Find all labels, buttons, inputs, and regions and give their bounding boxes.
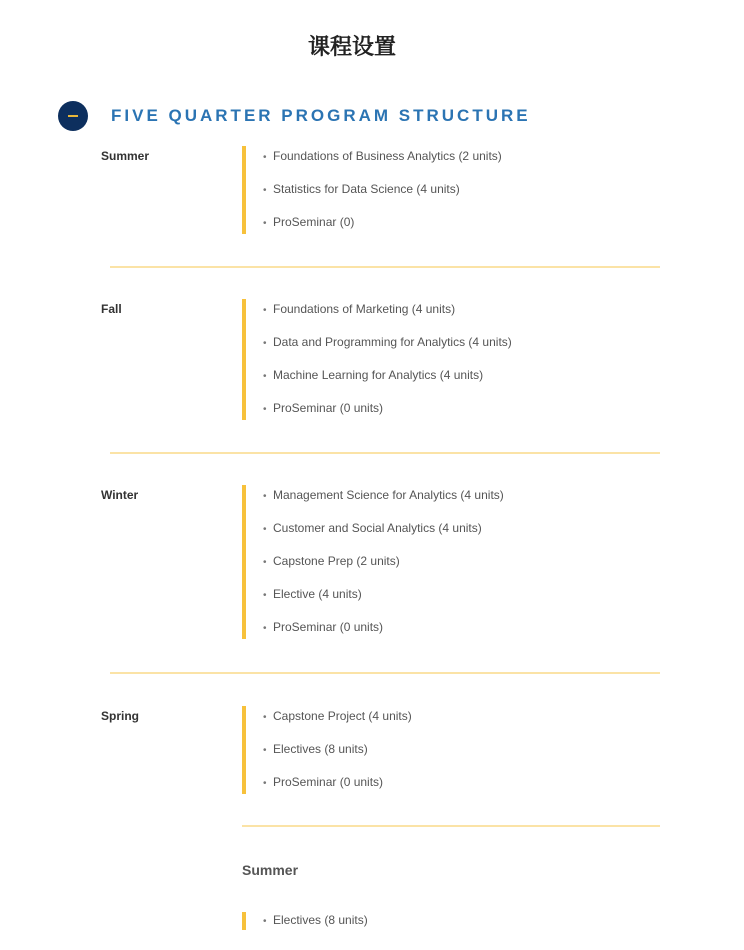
bullet-icon: • <box>263 152 267 163</box>
minus-icon <box>68 115 78 117</box>
bullet-icon: • <box>263 916 267 927</box>
course-item <box>263 401 383 415</box>
term-label: Summer <box>101 149 150 163</box>
term-bar <box>242 706 246 794</box>
term-bar <box>242 485 246 639</box>
bullet-icon: • <box>263 524 267 535</box>
bullet-icon: • <box>263 712 267 723</box>
course-label: Data and Programming for Analytics (4 units) <box>273 335 512 349</box>
divider <box>110 672 660 674</box>
course-item <box>263 488 504 502</box>
term-bar <box>242 146 246 234</box>
bullet-icon: • <box>263 404 267 415</box>
section-heading[interactable]: FIVE QUARTER PROGRAM STRUCTURE <box>111 106 531 125</box>
course-item <box>263 368 483 382</box>
term-label: Winter <box>101 488 139 502</box>
divider <box>110 266 660 268</box>
course-label: ProSeminar (0 units) <box>273 401 384 415</box>
term-bar <box>242 912 246 930</box>
course-item <box>263 335 512 349</box>
page-title: 课程设置 <box>307 35 396 60</box>
course-label: ProSeminar (0 units) <box>273 620 384 634</box>
bullet-icon: • <box>263 590 267 601</box>
course-item <box>263 521 482 535</box>
bullet-icon: • <box>263 557 267 568</box>
course-item <box>263 742 368 756</box>
term-label: Spring <box>101 709 139 723</box>
bullet-icon: • <box>263 778 267 789</box>
bullet-icon: • <box>263 371 267 382</box>
final-term-label: Summer <box>242 862 299 878</box>
course-label: Electives (8 units) <box>273 742 368 756</box>
collapse-toggle-button[interactable] <box>58 101 88 131</box>
course-label: Foundations of Marketing (4 units) <box>273 302 456 316</box>
bullet-icon: • <box>263 305 267 316</box>
divider <box>242 825 660 827</box>
course-item <box>263 215 354 229</box>
course-label: ProSeminar (0) <box>273 215 355 229</box>
course-label: Customer and Social Analytics (4 units) <box>273 521 482 535</box>
bullet-icon: • <box>263 491 267 502</box>
course-item <box>263 587 362 601</box>
bullet-icon: • <box>263 218 267 229</box>
course-item <box>263 913 368 927</box>
bullet-icon: • <box>263 185 267 196</box>
course-item <box>263 302 455 316</box>
course-label: Electives (8 units) <box>273 913 368 927</box>
course-label: Foundations of Business Analytics (2 units) <box>273 149 502 163</box>
course-item <box>263 554 400 568</box>
bullet-icon: • <box>263 623 267 634</box>
term-bar <box>242 299 246 420</box>
bullet-icon: • <box>263 745 267 756</box>
course-label: Capstone Prep (2 units) <box>273 554 400 568</box>
course-label: ProSeminar (0 units) <box>273 775 384 789</box>
course-label: Statistics for Data Science (4 units) <box>273 182 460 196</box>
course-label: Machine Learning for Analytics (4 units) <box>273 368 484 382</box>
course-label: Elective (4 units) <box>273 587 362 601</box>
course-item <box>263 620 383 634</box>
course-label: Management Science for Analytics (4 units) <box>273 488 504 502</box>
course-item <box>263 182 460 196</box>
term-label: Fall <box>101 302 122 316</box>
divider <box>110 452 660 454</box>
course-item <box>263 709 412 723</box>
course-item <box>263 775 383 789</box>
course-label: Capstone Project (4 units) <box>273 709 412 723</box>
bullet-icon: • <box>263 338 267 349</box>
course-item <box>263 149 502 163</box>
